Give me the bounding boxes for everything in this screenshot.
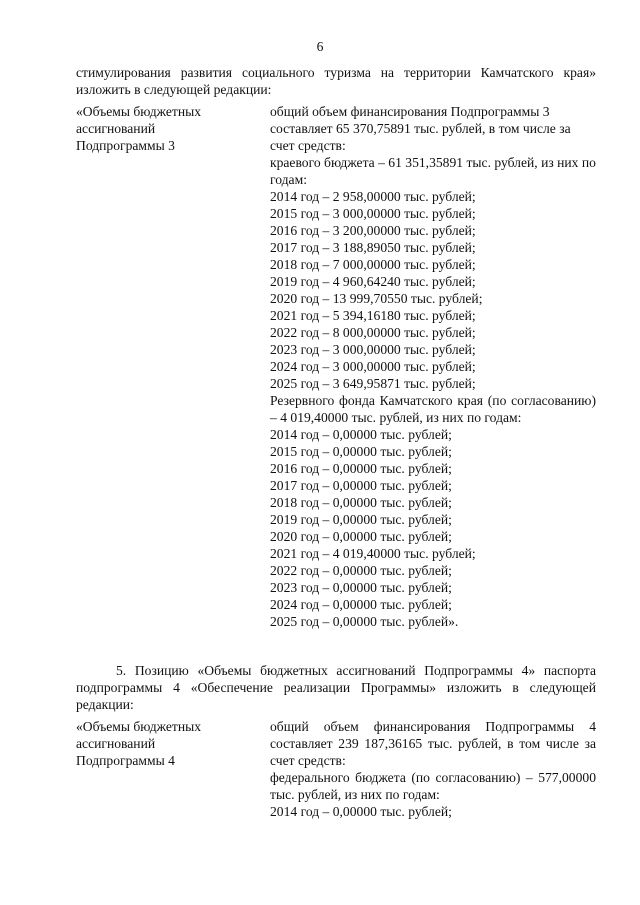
regional-budget-header: краевого бюджета – 61 351,35891 тыс. рублей, из них по годам: [270, 155, 596, 187]
year-line: 2015 год – 0,00000 тыс. рублей; [270, 444, 452, 459]
label-line: ассигнований [76, 736, 156, 751]
year-line: 2018 год – 7 000,00000 тыс. рублей; [270, 257, 476, 272]
intro-paragraph: стимулирования развития социального туризма на территории Камчатского края» изложить в следующей редакции: [76, 65, 596, 97]
year-line: 2019 год – 4 960,64240 тыс. рублей; [270, 274, 476, 289]
year-line: 2023 год – 0,00000 тыс. рублей; [270, 580, 452, 595]
funding-summary: общий объем финансирования Подпрограммы 4 составляет 239 187,36165 тыс. рублей, в том числе за счет средств: [270, 719, 596, 768]
year-line: 2021 год – 5 394,16180 тыс. рублей; [270, 308, 476, 323]
year-line: 2016 год – 3 200,00000 тыс. рублей; [270, 223, 476, 238]
year-line: 2022 год – 8 000,00000 тыс. рублей; [270, 325, 476, 340]
year-line: 2022 год – 0,00000 тыс. рублей; [270, 563, 452, 578]
page-number: 6 [316, 39, 324, 54]
regional-years-list [270, 188, 596, 392]
year-line: 2020 год – 13 999,70550 тыс. рублей; [270, 291, 483, 306]
year-line: 2017 год – 3 188,89050 тыс. рублей; [270, 240, 476, 255]
label-line: Подпрограммы 4 [76, 753, 175, 768]
funding-summary: общий объем финансирования Подпрограммы 3 составляет 65 370,75891 тыс. рублей, в том числе за счет средств: [270, 104, 571, 153]
year-line: 2024 год – 3 000,00000 тыс. рублей; [270, 359, 476, 374]
funding-details [270, 103, 596, 630]
year-line: 2025 год – 3 649,95871 тыс. рублей; [270, 376, 476, 391]
year-line: 2019 год – 0,00000 тыс. рублей; [270, 512, 452, 527]
year-line: 2014 год – 2 958,00000 тыс. рублей; [270, 189, 476, 204]
year-line: 2014 год – 0,00000 тыс. рублей; [270, 427, 452, 442]
federal-budget-header: федерального бюджета (по согласованию) – 577,00000 тыс. рублей, из них по годам: [270, 770, 596, 802]
year-line: 2020 год – 0,00000 тыс. рублей; [270, 529, 452, 544]
label-line: «Объемы бюджетных [76, 719, 202, 734]
reserve-years-list [270, 426, 596, 630]
year-line: 2016 год – 0,00000 тыс. рублей; [270, 461, 452, 476]
federal-years-list [270, 803, 596, 820]
label-line: ассигнований [76, 121, 156, 136]
year-line: 2023 год – 3 000,00000 тыс. рублей; [270, 342, 476, 357]
year-line: 2018 год – 0,00000 тыс. рублей; [270, 495, 452, 510]
reserve-fund-header: Резервного фонда Камчатского края (по согласованию) – 4 019,40000 тыс. рублей, из них по годам: [270, 393, 596, 425]
funding-details [270, 718, 596, 820]
label-line: Подпрограммы 3 [76, 138, 175, 153]
item-5-paragraph: 5. Позицию «Объемы бюджетных ассигнований Подпрограммы 4» паспорта подпрограммы 4 «Обеспечение реализации Программы» изложить в следующей редакции: [76, 663, 596, 712]
year-line: 2015 год – 3 000,00000 тыс. рублей; [270, 206, 476, 221]
funding-label [76, 718, 256, 769]
funding-label [76, 103, 256, 154]
label-line: «Объемы бюджетных [76, 104, 202, 119]
year-line: 2017 год – 0,00000 тыс. рублей; [270, 478, 452, 493]
year-line: 2025 год – 0,00000 тыс. рублей». [270, 614, 459, 629]
year-line: 2021 год – 4 019,40000 тыс. рублей; [270, 546, 476, 561]
year-line: 2024 год – 0,00000 тыс. рублей; [270, 597, 452, 612]
year-line: 2014 год – 0,00000 тыс. рублей; [270, 804, 452, 819]
